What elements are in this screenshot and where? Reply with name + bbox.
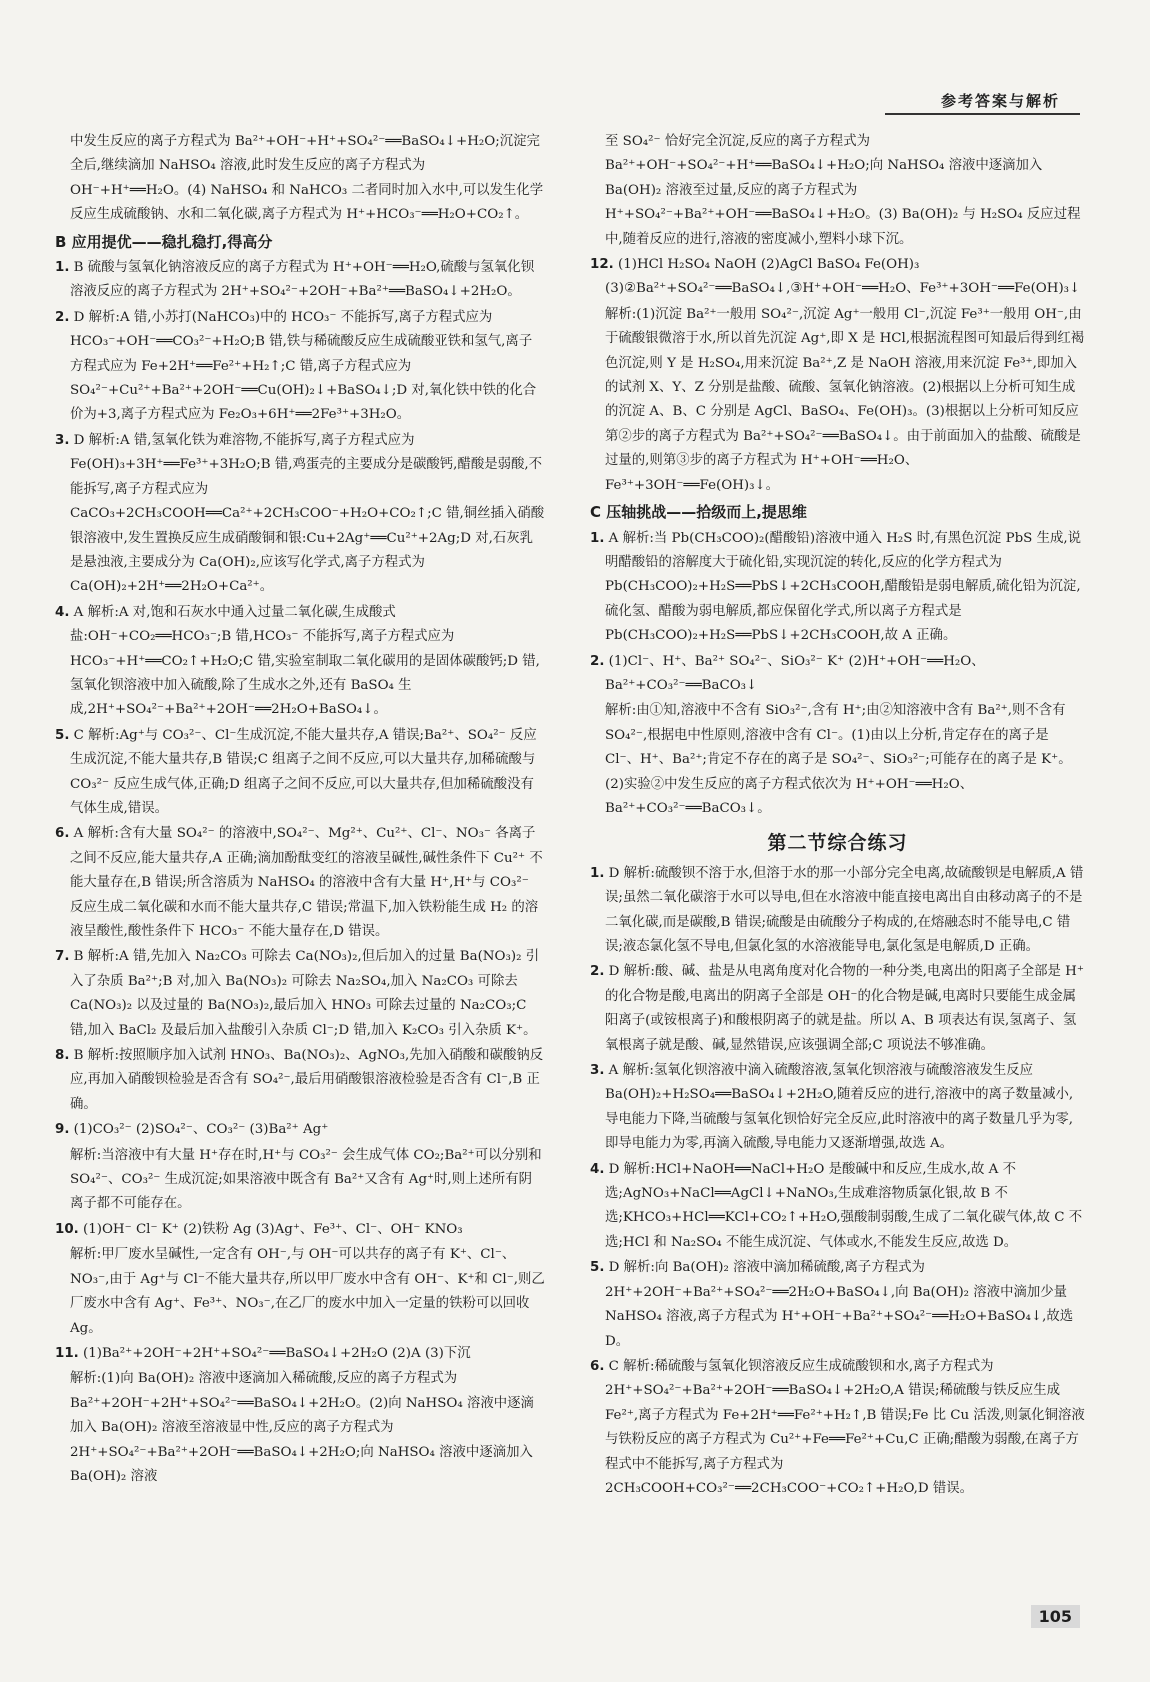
answer-item xyxy=(590,253,1085,302)
item-text: D 解析:硫酸钡不溶于水,但溶于水的那一小部分完全电离,故硫酸钡是电解质,A 错误;虽然二氧化碳溶于水可以导电,但在水溶液中能直接电离出自由移动离子的不是二氧化碳,而是碳酸,B 错误;硫酸是由硫酸分子构成的,在熔融态时不能导电,C 错误;液态氯化氢不导电,但氯化氢的水溶液能导电,氯化氢是电解质,D 正确。 xyxy=(604,865,1084,954)
answer-item xyxy=(590,862,1085,960)
item-number: 12. xyxy=(590,257,614,273)
answer-item xyxy=(590,1158,1085,1256)
item-text: D 解析:酸、碱、盐是从电离角度对化合物的一种分类,电离出的阳离子全部是 H⁺的化合物是酸,电离出的阴离子全部是 OH⁻的化合物是碱,电离时只要能生成金属阳离子(或铵根离子)和酸根阴离子的就是盐。所以 A、B 项表达有误,氢离子、氢氧根离子就是酸、碱,显然错误,应该强调全部;C 项说法不够准确。 xyxy=(604,964,1084,1053)
item-text: B 解析:按照顺序加入试剂 HNO₃、Ba(NO₃)₂、AgNO₃,先加入硝酸和碳酸钠反应,再加入硝酸钡检验是否含有 SO₄²⁻,最后用硝酸银溶液检验是否含有 Cl⁻,B 正确。 xyxy=(69,1048,544,1112)
answer-item xyxy=(55,256,545,305)
item-number: 9. xyxy=(55,1122,70,1138)
item-text: (1)Ba²⁺+2OH⁻+2H⁺+SO₄²⁻══BaSO₄↓+2H₂O (2)A (3)下沉 xyxy=(78,1345,471,1361)
item-text: D 解析:向 Ba(OH)₂ 溶液中滴加稀硫酸,离子方程式为 2H⁺+2OH⁻+Ba²⁺+SO₄²⁻══2H₂O+BaSO₄↓,向 Ba(OH)₂ 溶液中滴加少量 NaHSO₄ 溶液,离子方程式为 H⁺+OH⁻+Ba²⁺+SO₄²⁻══H₂O+BaSO₄↓,故选 D。 xyxy=(604,1260,1074,1349)
item-number: 5. xyxy=(55,727,70,743)
item-number: 3. xyxy=(55,432,70,448)
item-text: B 硫酸与氢氧化钠溶液反应的离子方程式为 H⁺+OH⁻══H₂O,硫酸与氢氧化钡溶液反应的离子方程式为 2H⁺+SO₄²⁻+2OH⁻+Ba²⁺══BaSO₄↓+2H₂O。 xyxy=(69,260,535,300)
explanation-paragraph: 至 SO₄²⁻ 恰好完全沉淀,反应的离子方程式为 Ba²⁺+OH⁻+SO₄²⁻+H⁺══BaSO₄↓+H₂O;向 NaHSO₄ 溶液中逐滴加入 Ba(OH)₂ 溶液至过量,反应的离子方程式为 H⁺+SO₄²⁻+Ba²⁺+OH⁻══BaSO₄↓+H₂O。(3) Ba(OH)₂ 与 H₂SO₄ 反应过程中,随着反应的进行,溶液的密度减小,塑料小球下沉。 xyxy=(605,134,1081,247)
answer-item xyxy=(55,601,545,723)
page-header: 参考答案与解析 xyxy=(940,92,1060,110)
section-heading: C 压轴挑战——拾级而上,提思维 xyxy=(590,503,807,522)
explanation-paragraph: 解析:甲厂废水呈碱性,一定含有 OH⁻,与 OH⁻可以共存的离子有 K⁺、Cl⁻、NO₃⁻,由于 Ag⁺与 Cl⁻不能大量共存,所以甲厂废水中含有 OH⁻、K⁺和 Cl⁻,则乙厂废水中含有 Ag⁺、Fe³⁺、NO₃⁻,在乙厂的废水中加入一定量的铁粉可以回收 Ag。 xyxy=(70,1247,545,1336)
item-number: 6. xyxy=(55,826,70,842)
left-column xyxy=(55,130,545,1490)
explanation-paragraph: 解析:当溶液中有大量 H⁺存在时,H⁺与 CO₃²⁻ 会生成气体 CO₂;Ba²⁺可以分别和 SO₄²⁻、CO₃²⁻ 生成沉淀;如果溶液中既含有 Ba²⁺又含有 Ag⁺时,则上述所有阴离子都不可能存在。 xyxy=(70,1147,542,1212)
item-text: D 解析:A 错,氢氧化铁为难溶物,不能拆写,离子方程式应为 Fe(OH)₃+3H⁺══Fe³⁺+3H₂O;B 错,鸡蛋壳的主要成分是碳酸钙,醋酸是弱酸,不能拆写,离子方程式应为 CaCO₃+2CH₃COOH══Ca²⁺+2CH₃COO⁻+H₂O+CO₂↑;C 错,铜丝插入硝酸银溶液中,发生置换反应生成硝酸铜和银:Cu+2Ag⁺══Cu²⁺+2Ag;D 对,石灰乳是悬浊液,主要成分为 Ca(OH)₂,应该写化学式,离子方程式为 Ca(OH)₂+2H⁺══2H₂O+Ca²⁺。 xyxy=(69,432,545,595)
item-number: 1. xyxy=(55,260,70,276)
explanation-paragraph: 解析:(1)向 Ba(OH)₂ 溶液中逐滴加入稀硫酸,反应的离子方程式为 Ba²⁺+2OH⁻+2H⁺+SO₄²⁻══BaSO₄↓+2H₂O。(2)向 NaHSO₄ 溶液中逐滴加入 Ba(OH)₂ 溶液至溶液显中性,反应的离子方程式为 2H⁺+SO₄²⁻+Ba²⁺+2OH⁻══BaSO₄↓+2H₂O;向 NaHSO₄ 溶液中逐滴加入 Ba(OH)₂ 溶液 xyxy=(70,1371,534,1484)
item-number: 2. xyxy=(590,964,605,980)
answer-item xyxy=(590,1355,1085,1501)
item-number: 8. xyxy=(55,1048,70,1064)
explanation-paragraph: 解析:由①知,溶液中不含有 SiO₃²⁻,含有 H⁺;由②知溶液中含有 Ba²⁺,则不含有 SO₄²⁻,根据电中性原则,溶液中含有 Cl⁻。(1)由以上分析,肯定存在的离子是 Cl⁻、H⁺、Ba²⁺;肯定不存在的离子是 SO₄²⁻、SiO₃²⁻;可能存在的离子是 K⁺。(2)实验②中发生反应的离子方程式依次为 H⁺+OH⁻══H₂O、Ba²⁺+CO₃²⁻══BaCO₃↓。 xyxy=(605,703,1072,816)
item-text: A 解析:A 对,饱和石灰水中通入过量二氧化碳,生成酸式盐:OH⁻+CO₂══HCO₃⁻;B 错,HCO₃⁻ 不能拆写,离子方程式应为 HCO₃⁻+H⁺══CO₂↑+H₂O;C 错,实验室制取二氧化碳用的是固体碳酸钙;D 错,氢氧化钡溶液中加入硫酸,除了生成水之外,还有 BaSO₄ 生成,2H⁺+SO₄²⁻+Ba²⁺+2OH⁻══2H₂O+BaSO₄↓。 xyxy=(69,604,540,718)
answer-item xyxy=(55,429,545,600)
item-text: C 解析:Ag⁺与 CO₃²⁻、Cl⁻生成沉淀,不能大量共存,A 错误;Ba²⁺、SO₄²⁻ 反应生成沉淀,不能大量共存,B 错误;C 组离子之间不反应,可以大量共存,加稀硫酸与 CO₃²⁻ 反应生成气体,正确;D 组离子之间不反应,可以大量共存,但加稀硫酸没有气体生成,错误。 xyxy=(69,727,537,816)
item-text: (1)Cl⁻、H⁺、Ba²⁺ SO₄²⁻、SiO₃²⁻ K⁺ (2)H⁺+OH⁻══H₂O、Ba²⁺+CO₃²⁻══BaCO₃↓ xyxy=(604,653,985,693)
right-column xyxy=(590,130,1085,1502)
item-text: (1)OH⁻ Cl⁻ K⁺ (2)铁粉 Ag (3)Ag⁺、Fe³⁺、Cl⁻、OH⁻ KNO₃ xyxy=(78,1221,463,1237)
answer-item xyxy=(55,822,545,944)
item-number: 5. xyxy=(590,1260,605,1276)
item-number: 1. xyxy=(590,530,605,546)
item-text: C 解析:稀硫酸与氢氧化钡溶液反应生成硫酸钡和水,离子方程式为 2H⁺+SO₄²⁻+Ba²⁺+2OH⁻══BaSO₄↓+2H₂O,A 错误;稀硫酸与铁反应生成 Fe²⁺,离子方程式为 Fe+2H⁺══Fe²⁺+H₂↑,B 错误;Fe 比 Cu 活泼,则氯化铜溶液与铁粉反应的离子方程式为 Cu²⁺+Fe══Fe²⁺+Cu,C 正确;醋酸为弱酸,在离子方程式中不能拆写,离子方程式为 2CH₃COOH+CO₃²⁻══2CH₃COO⁻+CO₂↑+H₂O,D 错误。 xyxy=(604,1358,1085,1496)
answer-item xyxy=(55,1118,545,1142)
answer-item xyxy=(55,724,545,822)
item-number: 3. xyxy=(590,1063,605,1079)
answer-item xyxy=(590,527,1085,649)
item-number: 2. xyxy=(590,653,605,669)
item-text: D 解析:A 错,小苏打(NaHCO₃)中的 HCO₃⁻ 不能拆写,离子方程式应为 HCO₃⁻+OH⁻══CO₃²⁻+H₂O;B 错,铁与稀硫酸反应生成硫酸亚铁和氢气,离子方程式应为 Fe+2H⁺══Fe²⁺+H₂↑;C 错,离子方程式应为 SO₄²⁻+Cu²⁺+Ba²⁺+2OH⁻══Cu(OH)₂↓+BaSO₄↓;D 对,氧化铁中铁的化合价为+3,离子方程式应为 Fe₂O₃+6H⁺══2Fe³⁺+3H₂O。 xyxy=(69,309,537,423)
item-number: 4. xyxy=(55,604,70,620)
item-number: 2. xyxy=(55,309,70,325)
item-number: 11. xyxy=(55,1345,79,1361)
answer-item xyxy=(55,306,545,428)
section-heading: B 应用提优——稳扎稳打,得高分 xyxy=(55,232,273,251)
header-rule xyxy=(885,113,1080,115)
answer-item xyxy=(590,960,1085,1058)
item-number: 6. xyxy=(590,1358,605,1374)
item-number: 1. xyxy=(590,865,605,881)
item-text: A 解析:含有大量 SO₄²⁻ 的溶液中,SO₄²⁻、Mg²⁺、Cu²⁺、Cl⁻、NO₃⁻ 各离子之间不反应,能大量共存,A 正确;滴加酚酞变红的溶液呈碱性,碱性条件下 Cu²⁺ 不能大量存在,B 错误;所含溶质为 NaHSO₄ 的溶液中含有大量 H⁺,H⁺与 CO₃²⁻ 反应生成二氧化碳和水而不能大量共存,C 错误;常温下,加入铁粉能生成 H₂ 的溶液呈酸性,酸性条件下 HCO₃⁻ 不能大量存在,D 错误。 xyxy=(69,826,543,939)
item-text: B 解析:A 错,先加入 Na₂CO₃ 可除去 Ca(NO₃)₂,但后加入的过量 Ba(NO₃)₂ 引入了杂质 Ba²⁺;B 对,加入 Ba(NO₃)₂ 可除去 Na₂SO₄,加入 Na₂CO₃ 可除去 Ca(NO₃)₂ 以及过量的 Ba(NO₃)₂,最后加入 HNO₃ 可除去过量的 Na₂CO₃;C 错,加入 BaCl₂ 及最后加入盐酸引入杂质 Cl⁻;D 错,加入 K₂CO₃ 引入杂质 K⁺。 xyxy=(69,949,540,1038)
answer-item xyxy=(55,1044,545,1117)
item-text: (1)CO₃²⁻ (2)SO₄²⁻、CO₃²⁻ (3)Ba²⁺ Ag⁺ xyxy=(69,1122,329,1138)
answer-item xyxy=(55,945,545,1043)
answer-item xyxy=(590,1256,1085,1354)
answer-item xyxy=(590,1059,1085,1157)
item-text: D 解析:HCl+NaOH══NaCl+H₂O 是酸碱中和反应,生成水,故 A 不选;AgNO₃+NaCl══AgCl↓+NaNO₃,生成难溶物质氯化银,故 B 不选;KHCO₃+HCl══KCl+CO₂↑+H₂O,强酸制弱酸,生成了二氧化碳气体,故 C 不选;HCl 和 Na₂SO₄ 不能生成沉淀、气体或水,不能发生反应,故选 D。 xyxy=(604,1161,1083,1250)
chapter-title: 第二节综合练习 xyxy=(767,832,908,855)
answer-item xyxy=(55,1342,545,1366)
item-text: A 解析:氢氧化钡溶液中滴入硫酸溶液,氢氧化钡溶液与硫酸溶液发生反应 Ba(OH)₂+H₂SO₄══BaSO₄↓+2H₂O,随着反应的进行,溶液中的离子数量减小,导电能力下降,当硫酸与氢氧化钡恰好完全反应,此时溶液中的离子数量几乎为零,即导电能力为零,再滴入硫酸,导电能力又逐渐增强,故选 A。 xyxy=(604,1063,1074,1152)
item-text: (1)HCl H₂SO₄ NaOH (2)AgCl BaSO₄ Fe(OH)₃ (3)②Ba²⁺+SO₄²⁻══BaSO₄↓,③H⁺+OH⁻══H₂O、Fe³⁺+3OH⁻══Fe(OH)₃↓ xyxy=(605,257,1081,297)
item-number: 10. xyxy=(55,1221,79,1237)
page-number: 105 xyxy=(1031,1605,1080,1628)
explanation-paragraph: 中发生反应的离子方程式为 Ba²⁺+OH⁻+H⁺+SO₄²⁻══BaSO₄↓+H₂O;沉淀完全后,继续滴加 NaHSO₄ 溶液,此时发生反应的离子方程式为 OH⁻+H⁺══H₂O。(4) NaHSO₄ 和 NaHCO₃ 二者同时加入水中,可以发生化学反应生成硫酸钠、水和二氧化碳,离子方程式为 H⁺+HCO₃⁻══H₂O+CO₂↑。 xyxy=(70,134,544,223)
item-number: 7. xyxy=(55,949,70,965)
answer-item xyxy=(55,1218,545,1242)
answer-item xyxy=(590,650,1085,699)
item-text: A 解析:当 Pb(CH₃COO)₂(醋酸铅)溶液中通入 H₂S 时,有黑色沉淀 PbS 生成,说明醋酸铅的溶解度大于硫化铅,实现沉淀的转化,反应的化学方程式为 Pb(CH₃COO)₂+H₂S══PbS↓+2CH₃COOH,醋酸铅是弱电解质,硫化铅为沉淀,硫化氢、醋酸为弱电解质,都应保留化学式,所以离子方程式是 Pb(CH₃COO)₂+H₂S══PbS↓+2CH₃COOH,故 A 正确。 xyxy=(604,530,1082,644)
explanation-paragraph: 解析:(1)沉淀 Ba²⁺一般用 SO₄²⁻,沉淀 Ag⁺一般用 Cl⁻,沉淀 Fe³⁺一般用 OH⁻,由于硫酸银微溶于水,所以首先沉淀 Ag⁺,即 X 是 HCl,根据流程图可知最后得到红褐色沉淀,则 Y 是 H₂SO₄,用来沉淀 Ba²⁺,Z 是 NaOH 溶液,用来沉淀 Fe³⁺,即加入的试剂 X、Y、Z 分别是盐酸、硫酸、氢氧化钠溶液。(2)根据以上分析可知生成的沉淀 A、B、C 分别是 AgCl、BaSO₄、Fe(OH)₃。(3)根据以上分析可知反应第②步的离子方程式为 Ba²⁺+SO₄²⁻══BaSO₄↓。由于前面加入的盐酸、硫酸是过量的,则第③步的离子方程式为 H⁺+OH⁻══H₂O、Fe³⁺+3OH⁻══Fe(OH)₃↓。 xyxy=(605,306,1085,493)
item-number: 4. xyxy=(590,1161,605,1177)
